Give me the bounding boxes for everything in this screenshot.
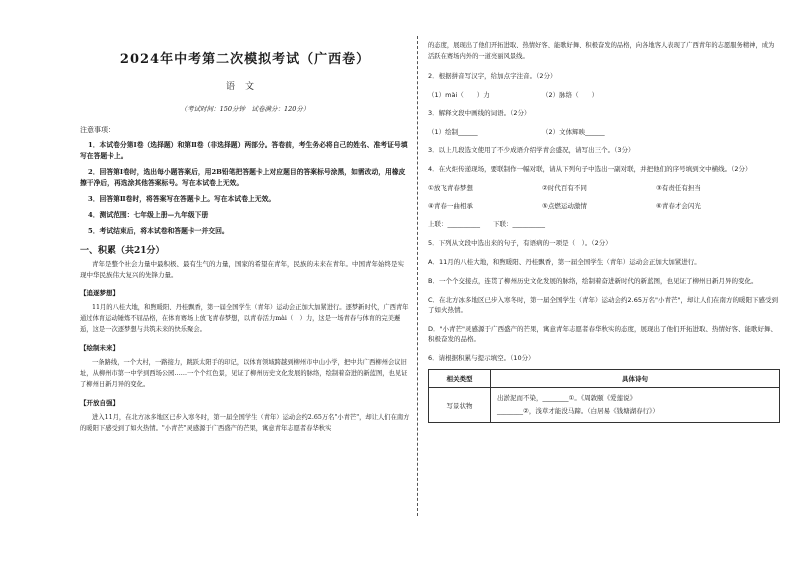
block-text: 进入11月，在北方冰多地区已步入寒冬时，第一届全国学生（青年）运动会约2.65万名"小青芒"，却让人们在南方的暖阳下感受到了如火热情。"小青芒"灵感源于广西盛产的芒果，寓意青年志愿者春华秋实 <box>80 414 410 432</box>
blank-2a: （1）mài（ ）力 <box>428 91 490 99</box>
notes-heading: 注意事项： <box>80 126 115 134</box>
note-item: 3．回答第Ⅱ卷时，将答案写在答题卡上。写在本试卷上无效。 <box>88 195 276 203</box>
option: ①放飞青春梦想 <box>428 184 473 192</box>
note-item: 1．本试卷分第Ⅰ卷（选择题）和第Ⅱ卷（非选择题）两部分。答卷前，考生务必将自己的姓名、准考证号填写在答题卡上。 <box>80 141 408 160</box>
question-3: 3．解释文段中画线的词语。（2分） <box>428 109 531 117</box>
couplet-line: 上联：__________ 下联：__________ <box>428 220 545 228</box>
options-row-2 <box>428 201 780 210</box>
block-text: 11月的八桂大地，和煦暖阳、丹桂飘香，第一届全国学生（青年）运动会正加大加紧进行。逐梦新时代，广西青年通过体育运动锤炼不屈品格，在体育赛场上放飞青春梦想，以青春活力mài（ ）力，这是一场青春与体育的完美邂逅，这是一次逐梦想与共筑未来的快乐聚会。 <box>80 304 409 333</box>
question-2-blanks <box>428 90 780 99</box>
question-5: 5．下列从文段中选出来的句子，有语病的一项是（ ）。（2分） <box>428 239 612 247</box>
block-tag: 【开放自强】 <box>80 399 119 407</box>
option: ⑤点燃运动激情 <box>542 202 587 210</box>
option: ②时代百有不同 <box>542 184 587 192</box>
choice-a: A．11月的八桂大地，和煦暖阳、丹桂飘香，第一届全国学生（青年）运动会正加大加紧进行。 <box>428 258 701 266</box>
right-column <box>428 40 780 423</box>
block-tag: 【绘制未来】 <box>80 344 119 352</box>
question-3c: 3．以上几段选文使用了不少成语介绍学青会盛况，请写出三个。（3分） <box>428 146 635 154</box>
choice-d: D．"小青芒"灵感源于广西盛产的芒果，寓意青年志愿者春华秋实的态度，展现出了他们开拓进取、热情好客、能歌好舞、积极奋发的品格。 <box>428 325 777 343</box>
table-cell-category: 写景状物 <box>429 388 491 423</box>
section-heading: 一、积累（共21分） <box>80 246 165 256</box>
table-cell-lines <box>491 388 780 423</box>
question-2: 2．根据拼音写汉字，给加点字注音。（2分） <box>428 72 557 80</box>
option: ④青春一曲相承 <box>428 202 473 210</box>
note-item: 5．考试结束后，将本试卷和答题卡一并交回。 <box>88 227 229 235</box>
table-row <box>429 388 780 423</box>
exam-title: 2024年中考第二次模拟考试（广西卷） <box>119 52 371 67</box>
column-divider <box>417 36 418 516</box>
poem-line: ________②，浅草才能没马蹄。（白居易《钱塘湖春行》） <box>497 407 659 415</box>
exam-meta: （考试时间：150分钟 试卷满分：120分） <box>180 105 310 113</box>
question-6: 6．请根据积累与提示填空。（10分） <box>428 354 535 362</box>
choice-b: B．一个个交接点，连贯了柳州历史文化发展的脉络，绘制着奋进新时代的新蓝图，也见证了柳州日新月异的变化。 <box>428 277 758 285</box>
table-header: 相关类型 <box>429 370 491 388</box>
question-4: 4．在火炬传递现场，要联制作一幅对联，请从下列句子中选出一副对联，并把他们的序号填到文中横线。（2分） <box>428 165 752 173</box>
section-intro: 青年是整个社会力量中最积极、最有生气的力量，国家的希望在青年，民族的未来在青年。中国青年始终是实现中华民族伟大复兴的先锋力量。 <box>80 260 404 279</box>
note-item: 2．回答第Ⅰ卷时，选出每小题答案后，用2B铅笔把答题卡上对应题目的答案标号涂黑，如需改动，用橡皮擦干净后，再选涂其他答案标号。写在本试卷上无效。 <box>80 168 406 187</box>
blank-3a: （1）绘制______ <box>428 128 478 136</box>
option: ③有责任有担当 <box>656 184 701 192</box>
options-row-1 <box>428 183 780 192</box>
note-item: 4．测试范围：七年级上册—九年级下册 <box>88 211 209 219</box>
poetry-table <box>428 369 780 423</box>
choice-c: C．在北方冰多地区已步入寒冬时，第一届全国学生（青年）运动会约2.65万名"小青芒"，却让人们在南方的暖阳下感受到了如火热情。 <box>428 296 778 314</box>
exam-subject: 语文 <box>225 82 264 92</box>
block-text: 一条路线，一个大村，一路接力，跳跃太阳手的印记，以体育领域跨越到柳州市中山小学，把中共广西柳州会议旧址，从柳州市第一中学到西场公园……一个个红色景，见证了柳州历史文化发展的脉络，绘制着奋进的新蓝图，也见证了柳州日新月异的变化。 <box>80 359 408 388</box>
option: ⑥青春才会闪光 <box>656 202 701 210</box>
left-column <box>80 40 410 434</box>
question-3-blanks <box>428 127 780 136</box>
continued-text: 的态度，展现出了他们开拓进取、热情好客、能歌好舞、积极奋发的品格，向各地客人表现了广西青年的志愿服务精神，成为活跃在赛场内外的一道亮丽风景线。 <box>428 42 775 60</box>
blank-2b: （2）脉络（ ） <box>542 91 599 99</box>
blank-3b: （2）文体辉映______ <box>542 128 605 136</box>
block-tag: 【追逐梦想】 <box>80 289 119 297</box>
table-header: 具体诗句 <box>491 370 780 388</box>
table-header-row <box>429 370 780 388</box>
poem-line: 出淤泥而不染，________①。《周敦颐《爱莲说》 <box>497 394 637 402</box>
